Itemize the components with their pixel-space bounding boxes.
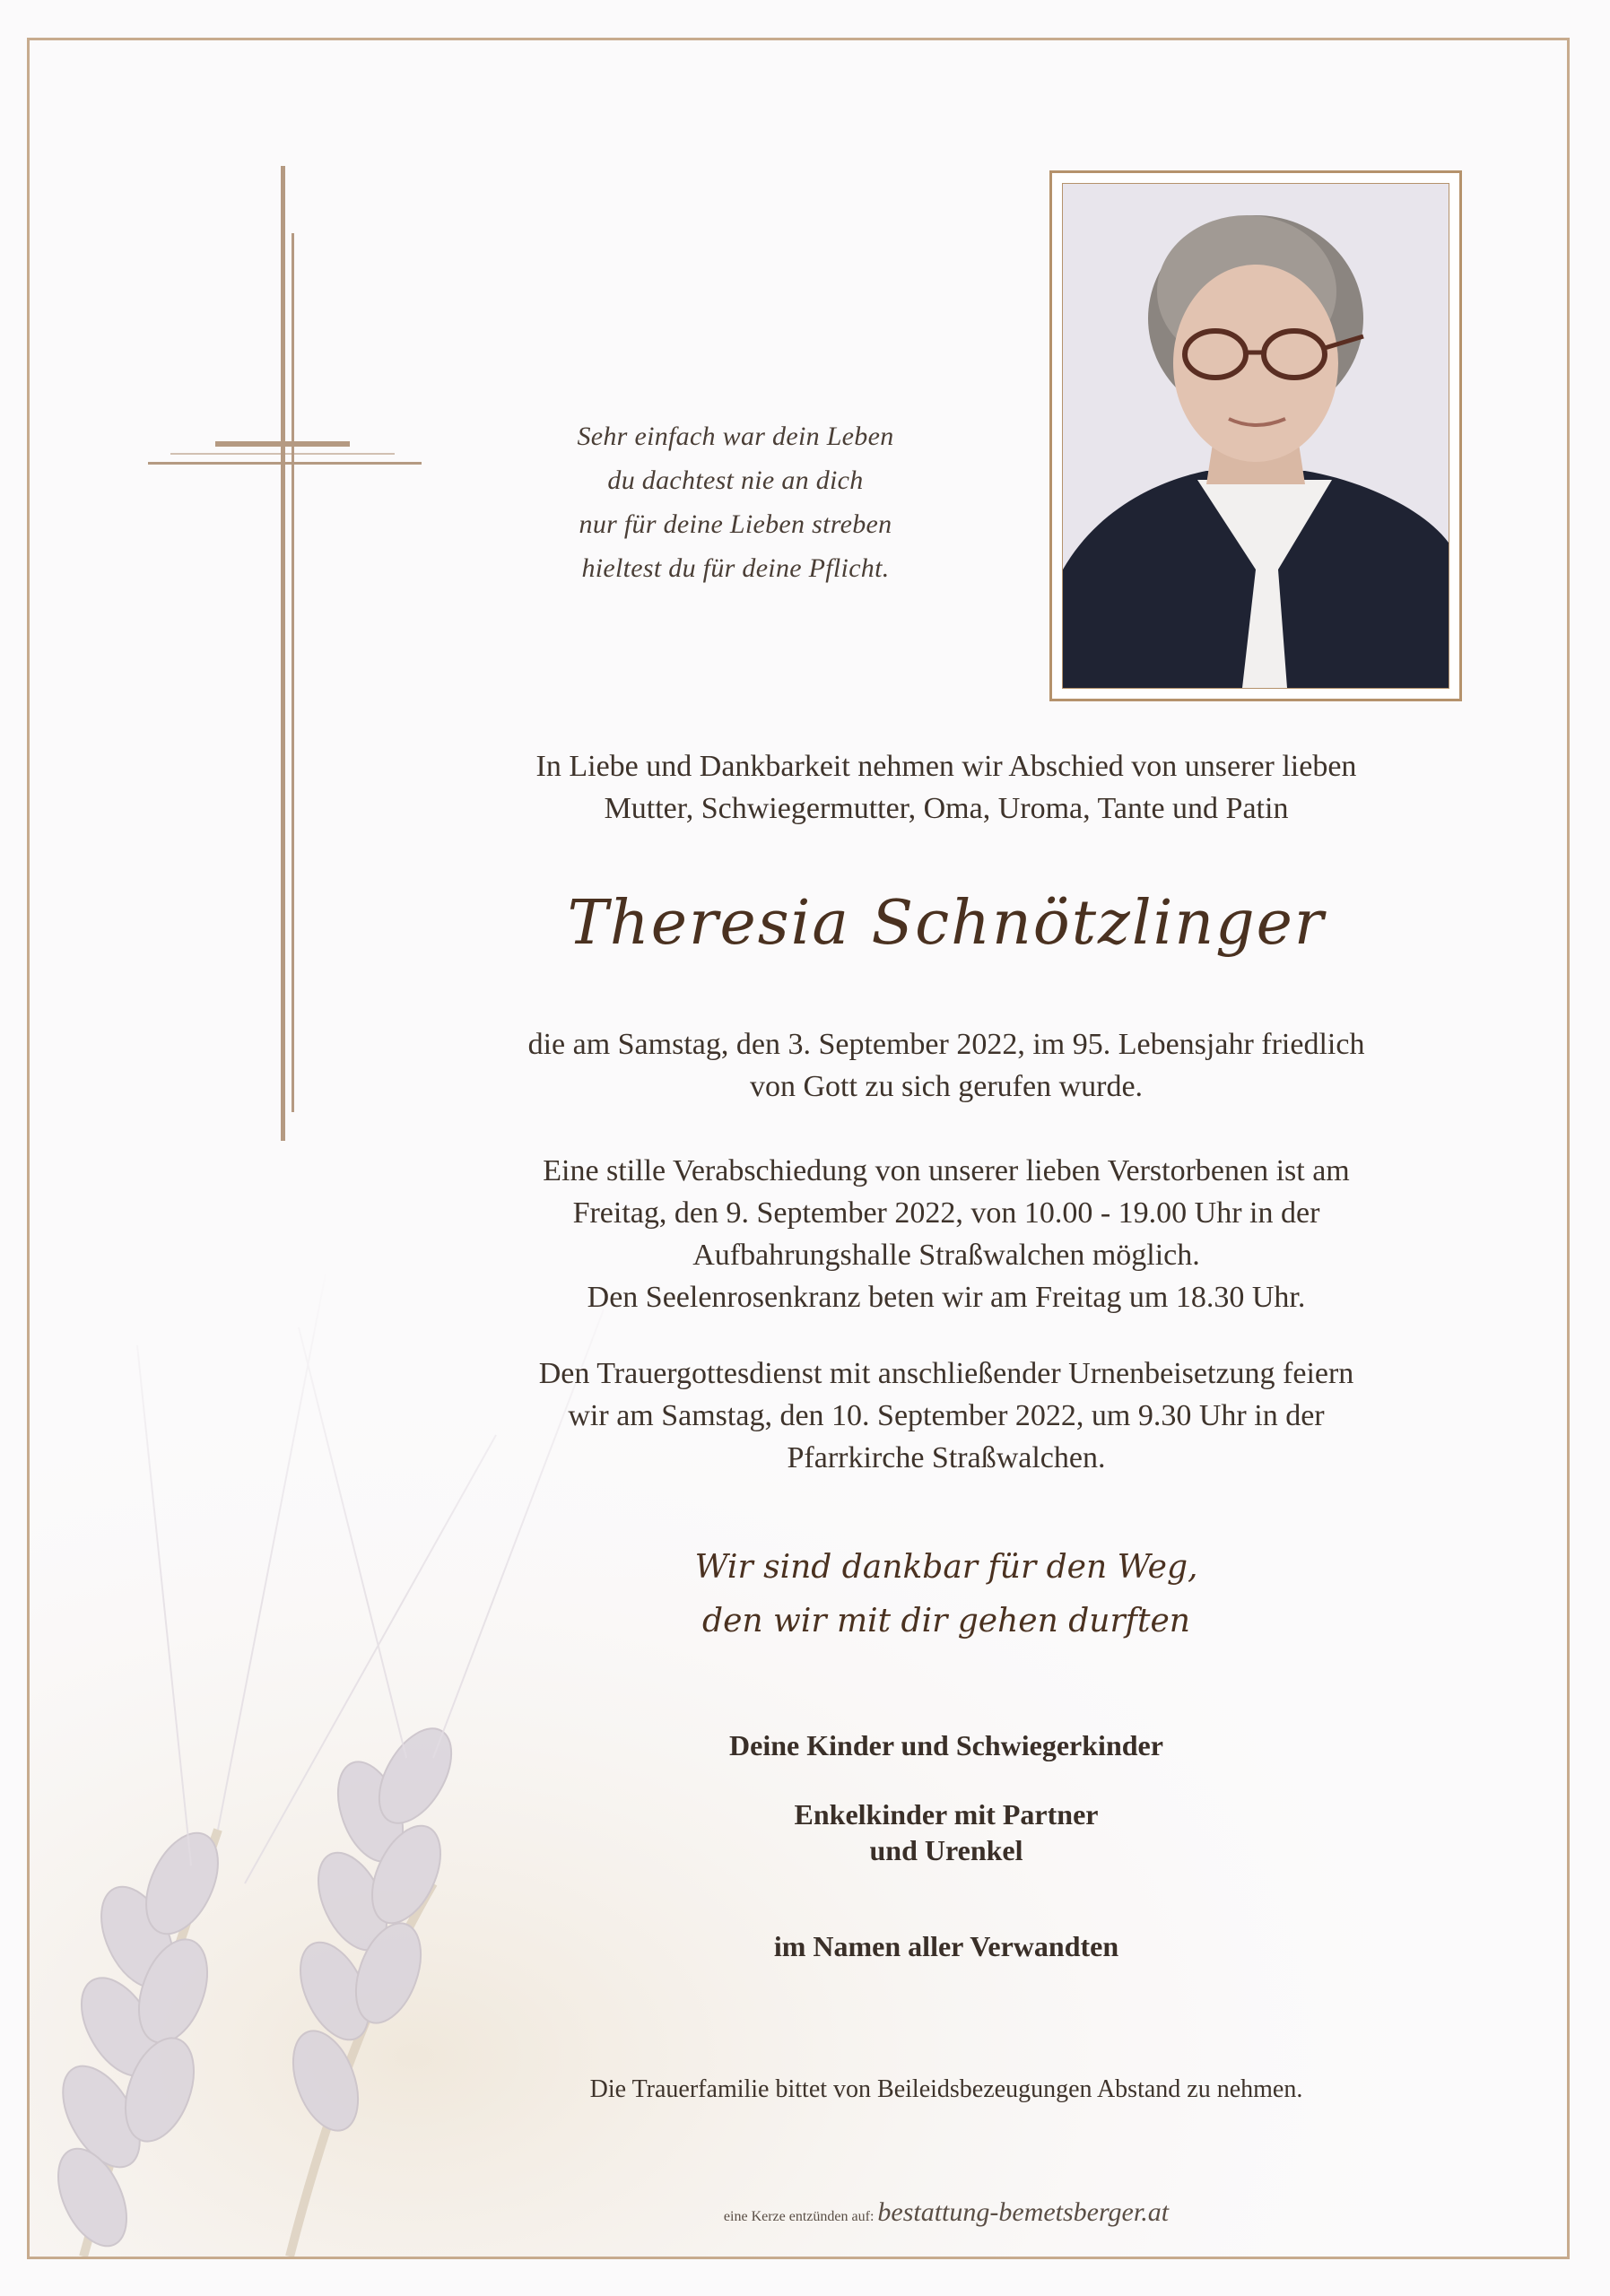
intro-text (444, 745, 1449, 830)
cross-icon (144, 166, 431, 1152)
passed-line: von Gott zu sich gerufen wurde. (749, 1070, 1144, 1103)
viewing-line: Den Seelenrosenkranz beten wir am Freitag um 18.30 Uhr. (587, 1281, 1306, 1314)
viewing-info (444, 1150, 1449, 1318)
website-link[interactable]: bestattung-bemetsberger.at (877, 2197, 1170, 2227)
memorial-poem (502, 414, 969, 590)
poem-line: nur für deine Lieben streben (579, 509, 892, 539)
poem-line: Sehr einfach war dein Leben (577, 422, 894, 451)
mourners-line: Enkelkinder mit Partner (794, 1798, 1099, 1831)
passed-line: die am Samstag, den 3. September 2022, im 95. Lebensjahr friedlich (527, 1028, 1365, 1061)
service-line: Den Trauergottesdienst mit anschließender Urnenbeisetzung feiern (538, 1357, 1354, 1390)
mourners-line: und Urenkel (869, 1834, 1023, 1866)
deceased-name: Theresia Schnötzlinger (567, 888, 1326, 959)
closing-line: den wir mit dir gehen durften (702, 1603, 1190, 1639)
mourners-grandchildren (502, 1796, 1390, 1868)
mourners-relatives: im Namen aller Verwandten (773, 1930, 1119, 1962)
footer-prefix: eine Kerze entzünden auf: (723, 2209, 875, 2224)
intro-line: In Liebe und Dankbarkeit nehmen wir Abschied von unserer lieben (535, 750, 1357, 783)
closing-quote (502, 1541, 1390, 1648)
intro-line: Mutter, Schwiegermutter, Oma, Uroma, Tante und Patin (604, 792, 1289, 825)
condolence-notice: Die Trauerfamilie bittet von Beileidsbezeugungen Abstand zu nehmen. (589, 2075, 1303, 2103)
mourners-children: Deine Kinder und Schwiegerkinder (729, 1729, 1163, 1761)
portrait-photo (1062, 183, 1449, 689)
poem-line: hieltest du für deine Pflicht. (581, 553, 890, 583)
poem-line: du dachtest nie an dich (607, 465, 864, 495)
death-notice-text (444, 1023, 1449, 1108)
viewing-line: Freitag, den 9. September 2022, von 10.00 - 19.00 Uhr in der (572, 1196, 1320, 1230)
portrait-frame (1049, 170, 1462, 701)
funeral-service-info (444, 1352, 1449, 1479)
service-line: Pfarrkirche Straßwalchen. (787, 1441, 1106, 1474)
viewing-line: Eine stille Verabschiedung von unserer lieben Verstorbenen ist am (543, 1154, 1350, 1187)
viewing-line: Aufbahrungshalle Straßwalchen möglich. (692, 1239, 1200, 1272)
service-line: wir am Samstag, den 10. September 2022, um 9.30 Uhr in der (568, 1399, 1325, 1432)
footer (502, 2197, 1390, 2228)
closing-line: Wir sind dankbar für den Weg, (694, 1549, 1198, 1586)
